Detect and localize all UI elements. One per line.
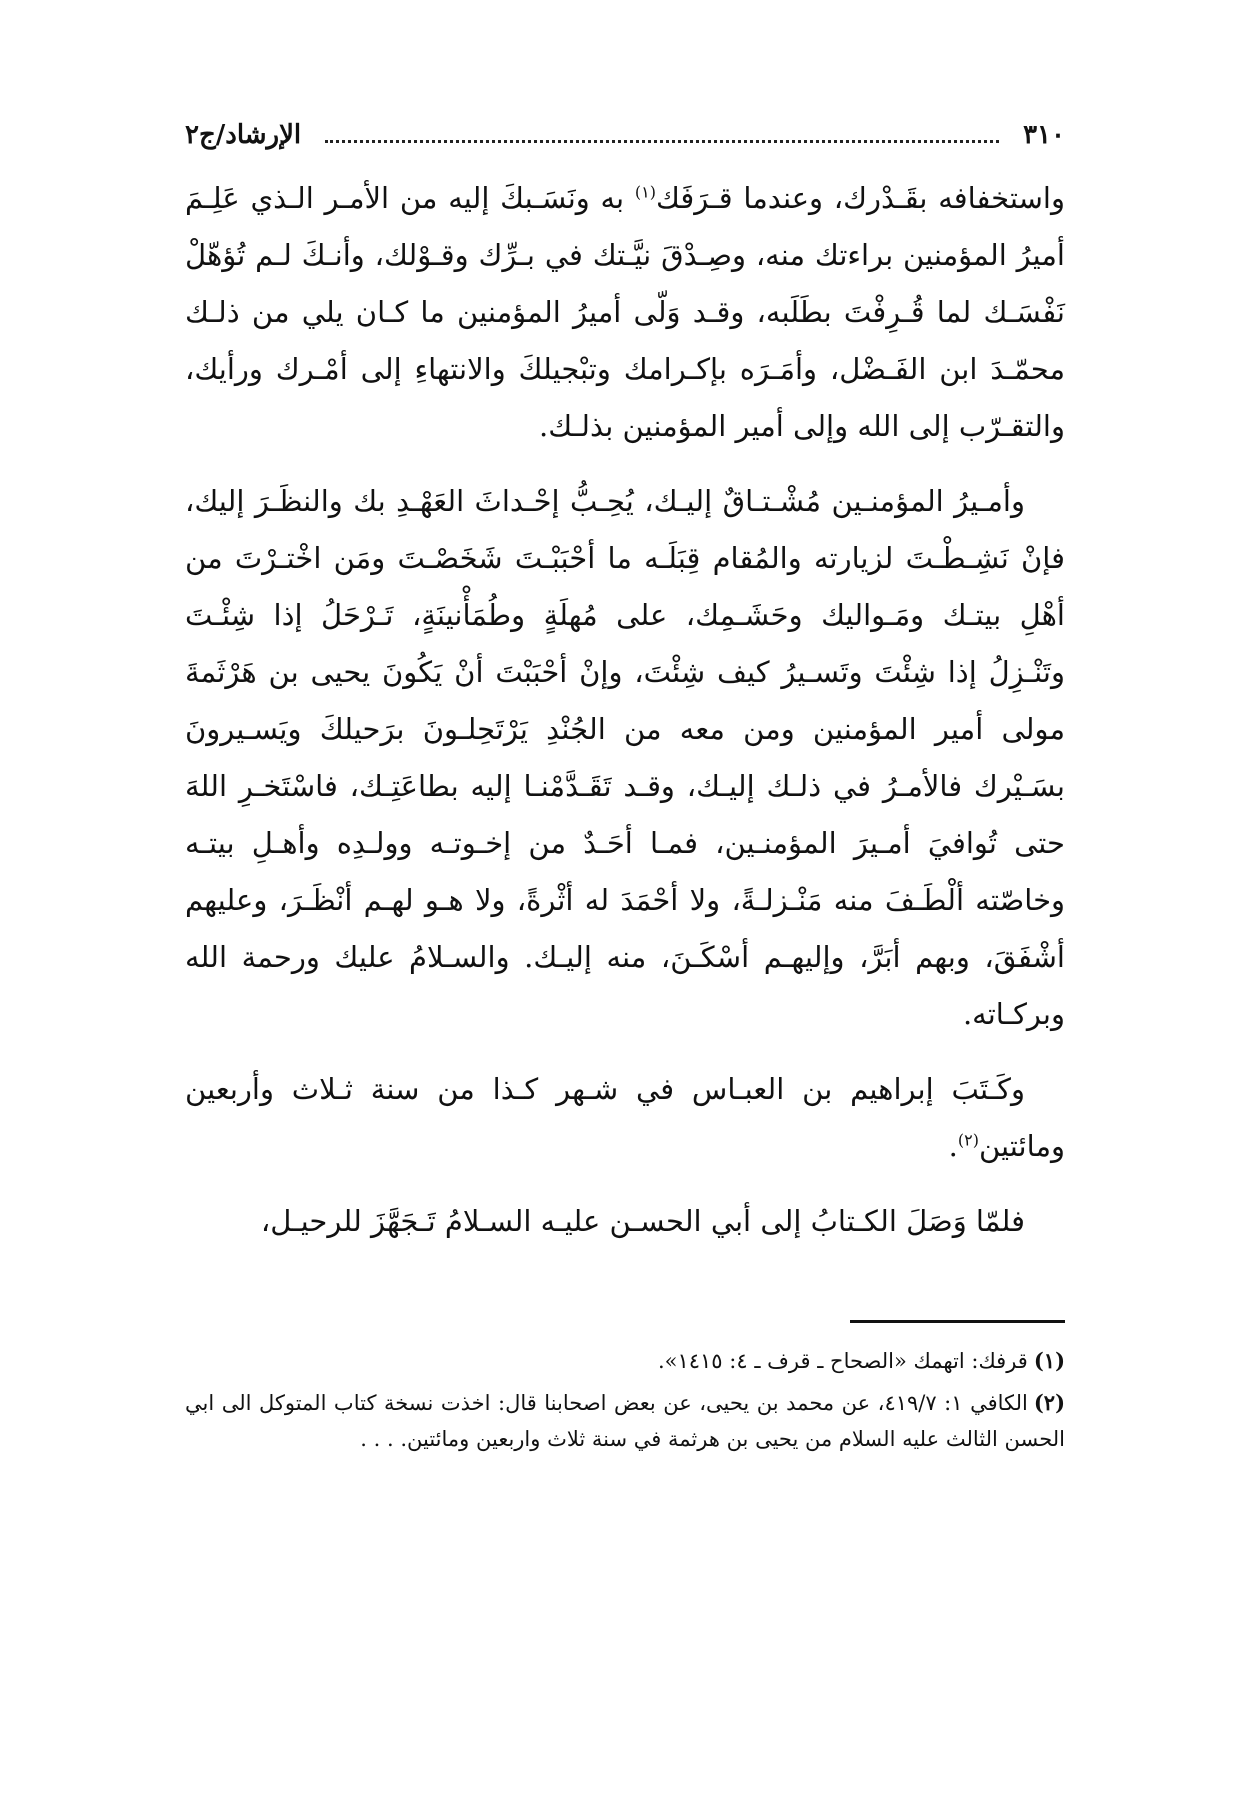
paragraph-1-text-a: واستخفافه بقَـدْرك، وعندما قـرَفَك bbox=[655, 181, 1065, 215]
paragraph-1 bbox=[185, 170, 1065, 455]
body-text bbox=[185, 170, 1065, 1250]
footnote-2 bbox=[185, 1385, 1065, 1457]
footnote-separator bbox=[850, 1320, 1065, 1323]
footnote-1-marker: (١) bbox=[1033, 1348, 1065, 1373]
paragraph-3-text-a: وكَـتَبَ إبراهيم بن العبـاس في شـهر كـذا من سنة ثـلاث وأربعين ومائتين bbox=[185, 1072, 1065, 1163]
paragraph-3-text-b: . bbox=[948, 1129, 958, 1163]
paragraph-2: وأمـيرُ المؤمنـين مُشْـتـاقٌ إليـك، يُحِـبُّ إحْـداثَ العَهْـدِ بك والنظَـرَ إليك، فإنْ نَشِـطْـتَ لزيارته والمُقام قِبَلَـه ما أحْبَبْـتَ شَخَصْـتَ ومَن اخْتـرْتَ من أهْلِ بيتـك ومَـواليك وحَشَـمِك، على مُهلَةٍ وطُمَأْنينَةٍ، تَـرْحَلُ إذا شِئْـتَ وتَنْـزِلُ إذا شِئْتَ وتَسـيرُ كيف شِئْتَ، وإنْ أحْبَبْتَ أنْ يَكُونَ يحيى بن هَرْثَمةَ مولى أمير المؤمنين ومن معه من الجُنْدِ يَرْتَحِلـونَ برَحيلكَ ويَسـيرونَ بسَـيْرك فالأمـرُ في ذلـك إليـك، وقـد تَقَـدَّمْنـا إليه بطاعَتِـك، فاسْتَخـرِ اللهَ حتى تُوافيَ أمـيرَ المؤمنـين، فمـا أحَـدٌ من إخـوتـه وولـدِه وأهـلِ بيتـه وخاصّته ألْطَـفَ منه مَنْـزلـةً، ولا أحْمَدَ له أثْرةً، ولا هـو لهـم أنْظَـرَ، وعليهم أشْفَقَ، وبهم أبَرَّ، وإليهـم أسْكَـنَ، منه إليـك. والسـلامُ عليك ورحمة الله وبركـاته. bbox=[185, 484, 1065, 1031]
footnote-2-text: الكافي ١: ٤١٩/٧، عن محمد بن يحيى، عن بعض اصحابنا قال: اخذت نسخة كتاب المتوكل الى ابي الحسن الثالث عليه السلام من يحيى بن هرثمة في سنة ثلاث واربعين ومائتين. . . . bbox=[185, 1391, 1065, 1451]
footnotes bbox=[185, 1343, 1065, 1457]
paragraph-4: فلمّا وَصَلَ الكـتابُ إلى أبي الحسـن عليـه السـلامُ تَـجَهَّزَ للرحيـل، bbox=[260, 1204, 1025, 1238]
footnote-ref-1: (١) bbox=[634, 182, 656, 202]
footnote-2-marker: (٢) bbox=[1033, 1390, 1065, 1415]
footnote-1 bbox=[185, 1343, 1065, 1379]
paragraph-1-text-b: به ونَسَـبكَ إليه من الأمـر الـذي عَلِـمَ أميرُ المؤمنين براءتك منه، وصِـدْقَ نيَّـتك في بـرِّك وقـوْلك، وأنـكَ لـم تُؤهّلْ نَفْسَـك لما قُـرِفْتَ بطَلَبه، وقـد وَلّى أميرُ المؤمنين ما كـان يلي من ذلـك محمّـدَ ابن الفَـضْل، وأمَـرَه بإكـرامك وتبْجيلكَ والانتهاءِ إلى أمْـرك ورأيك، والتقـرّب إلى الله وإلى أمير المؤمنين بذلـك. bbox=[185, 181, 1065, 443]
footnote-1-text: قرفك: اتهمك «الصحاح ـ قرف ـ ٤: ١٤١٥». bbox=[657, 1349, 1028, 1373]
book-page bbox=[185, 120, 1065, 1740]
running-header bbox=[185, 120, 1065, 164]
book-title: الإرشاد/ج٢ bbox=[185, 120, 302, 150]
header-dotted-leader bbox=[325, 122, 999, 143]
paragraph-3 bbox=[185, 1061, 1065, 1175]
page-number: ٣١٠ bbox=[1023, 120, 1065, 150]
footnote-ref-2: (٢) bbox=[957, 1130, 979, 1150]
